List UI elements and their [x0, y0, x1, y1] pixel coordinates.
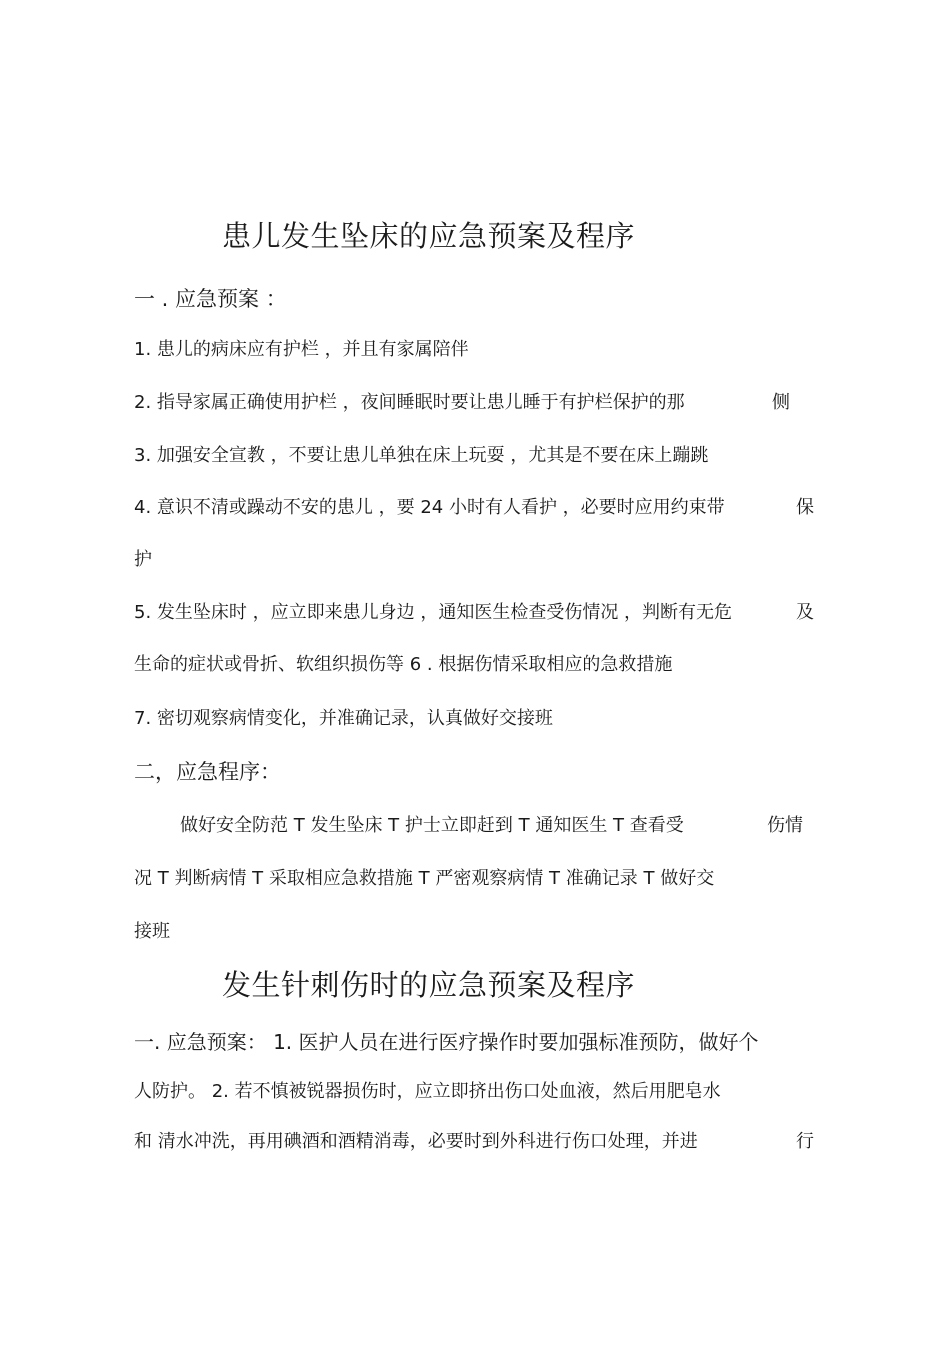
procedure-line-1: 做好安全防范 T 发生坠床 T 护士立即赶到 T 通知医生 T 查看受: [180, 815, 684, 836]
plan-item-4-end: 保: [796, 497, 814, 518]
plan-item-7: 7. 密切观察病情变化，并准确记录，认真做好交接班: [134, 708, 553, 729]
section-title-fall: 患儿发生坠床的应急预案及程序: [222, 219, 636, 253]
plan-item-5: 5. 发生坠床时 ，应立即来患儿身边 ，通知医生检查受伤情况 ，判断有无危: [134, 602, 733, 623]
procedure-line-2: 况 T 判断病情 T 采取相应急救措施 T 严密观察病情 T 准确记录 T 做好交: [134, 868, 715, 889]
heading-emergency-plan: 一 . 应急预案 ：: [134, 287, 287, 311]
plan-item-2-end: 侧: [772, 392, 790, 413]
section-title-needlestick: 发生针刺伤时的应急预案及程序: [222, 968, 636, 1002]
plan-item-3: 3. 加强安全宣教 ，不要让患儿单独在床上玩耍 ，尤其是不要在床上蹦跳: [134, 445, 709, 466]
needlestick-line-3: 和 清水冲洗，再用碘酒和酒精消毒，必要时到外科进行伤口处理，并进: [134, 1131, 698, 1152]
needlestick-line-2: 人防护。 2. 若不慎被锐器损伤时，应立即挤出伤口处血液，然后用肥皂水: [134, 1081, 721, 1102]
plan-item-5-6: 生命的症状或骨折、软组织损伤等 6 . 根据伤情采取相应的急救措施: [134, 654, 673, 675]
plan-item-4-cont: 护: [134, 549, 152, 570]
procedure-line-1-end: 伤情: [767, 815, 803, 836]
needlestick-line-3-end: 行: [796, 1131, 814, 1152]
plan-item-4: 4. 意识不清或躁动不安的患儿 ，要 24 小时有人看护 ，必要时应用约束带: [134, 497, 725, 518]
plan-item-2: 2. 指导家属正确使用护栏 ，夜间睡眠时要让患儿睡于有护栏保护的那: [134, 392, 685, 413]
plan-item-5-end: 及: [796, 602, 814, 623]
needlestick-line-1: 一. 应急预案： 1. 医护人员在进行医疗操作时要加强标准预防，做好个: [134, 1030, 759, 1054]
procedure-line-3: 接班: [134, 921, 170, 942]
plan-item-1: 1. 患儿的病床应有护栏 ，并且有家属陪伴: [134, 339, 469, 360]
heading-emergency-procedure: 二，应急程序：: [134, 760, 281, 784]
